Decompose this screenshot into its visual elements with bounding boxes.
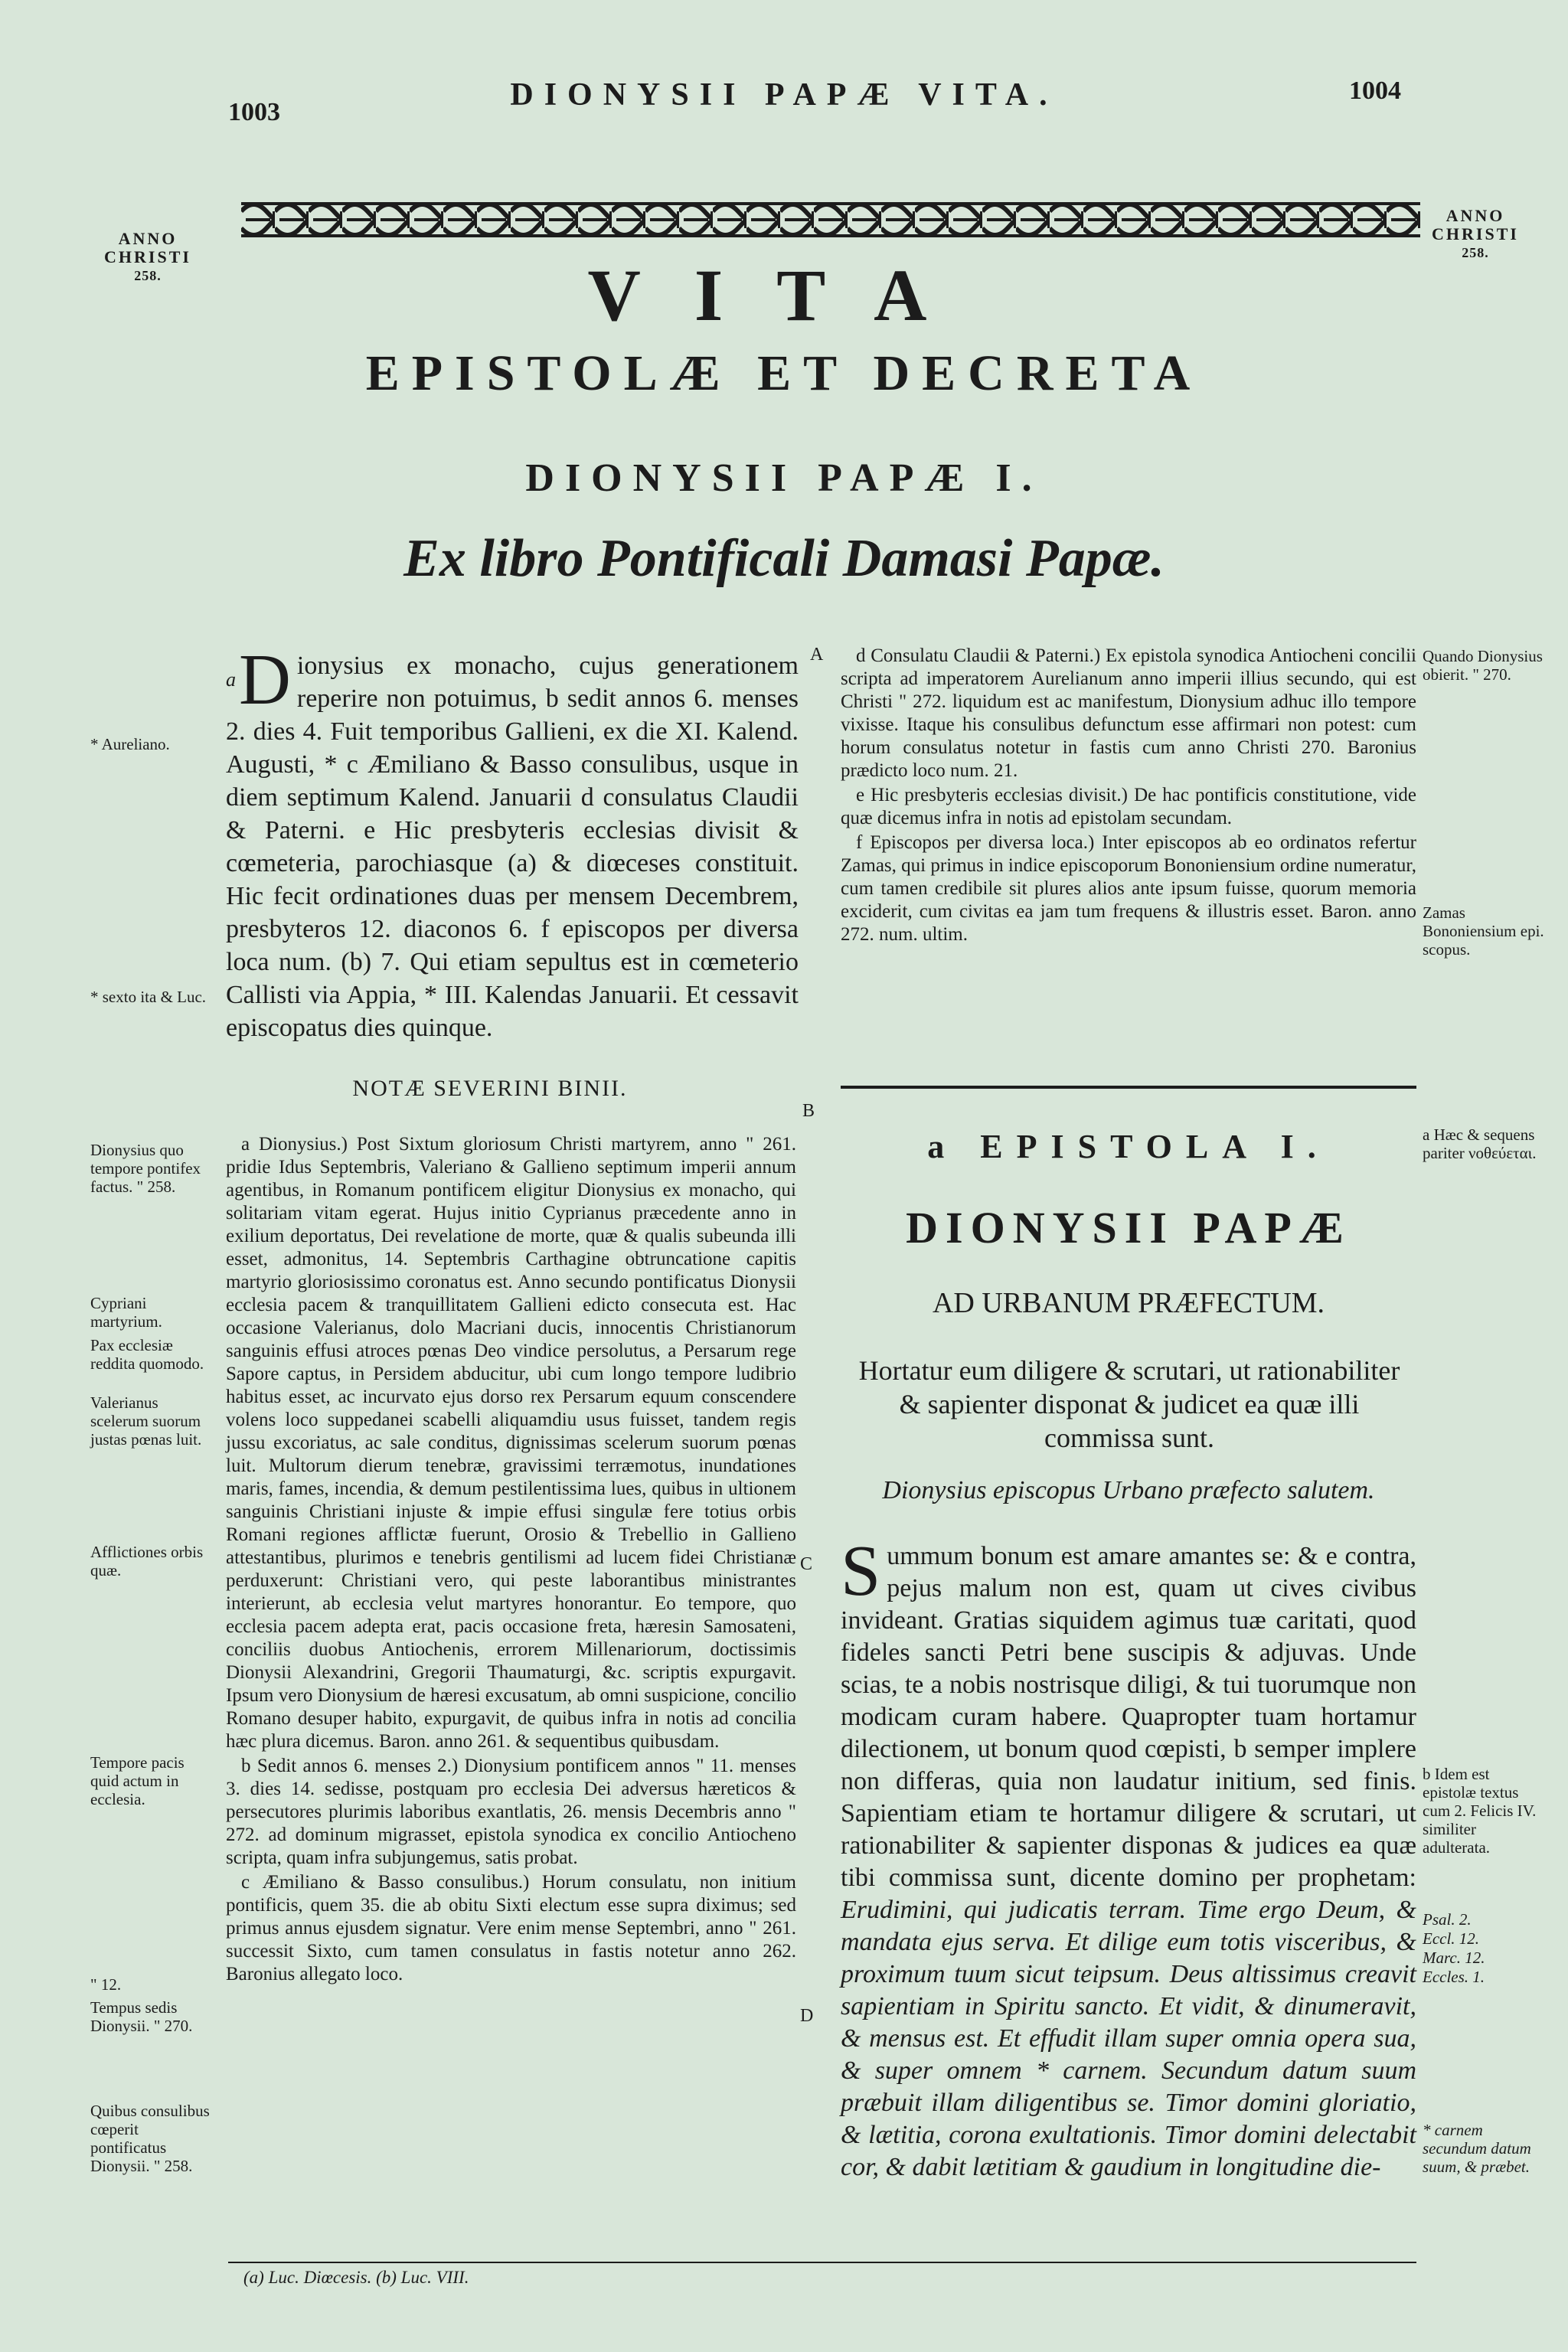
anno-right-christi: CHRISTI: [1432, 224, 1519, 243]
anno-left-christi: CHRISTI: [104, 247, 191, 266]
section-letter-a: A: [810, 645, 824, 665]
epistola-text: ummum bonum est amare amantes se: & e contra, pejus malum non est, quam ut cives civibus invideant. Gratias siquidem agimus tuæ caritati, quod fideles sancti Petri bene suscipis & adjuvas. Unde scias, te a nobis nostrisque diligi, & tui tuorumque non modicam curam habere. Quapropter tuam hortamur dilectionem, ut bonum quod cœpisti, b semper implere non differas, quia non laudatur initium, sed finis. Sapientiam etiam te hortamur diligere & scrutari, ut rationabiliter & sapienter disponas & judices ea quæ tibi commissa sunt, dicente domino per prophetam:: [841, 1542, 1416, 1892]
margin-note-valerianus: Valerianus scelerum suorum justas pœnas luit.: [90, 1393, 202, 1449]
margin-note-tempus-sedis: Tempus sedis Dionysii. " 270.: [90, 1998, 193, 2035]
margin-ref-eccl: Eccl. 12.: [1423, 1929, 1480, 1948]
footnote: (a) Luc. Diœcesis. (b) Luc. VIII.: [243, 2268, 469, 2287]
margin-note-dionysius-quo: Dionysius quo tempore pontifex factus. " 258.: [90, 1141, 201, 1196]
title-vita: VITA: [587, 254, 981, 336]
nota-c: c Æmiliano & Basso consulibus.) Horum consulatu, non initium pontificis, quem 35. die ab obitu Sixti electum esse supra diximus; sed primus annus ejusdem signatur. Vere enim mense Septembri, anno " 261. successit Sixto, cum tamen consulatus in fastis notetur anno 262. Baronius allegato loco.: [226, 1872, 796, 1984]
anno-right-word: ANNO: [1446, 206, 1505, 225]
section-rule: [841, 1086, 1416, 1089]
margin-note-haec: a Hæc & sequens pariter νοθεύεται.: [1423, 1125, 1537, 1162]
margin-note-sexto: * sexto ita & Luc.: [90, 988, 207, 1006]
title-ex-libro: Ex libro Pontificali Damasi Papæ.: [403, 529, 1165, 588]
anno-left-word: ANNO: [118, 229, 178, 248]
vita-text-block: [226, 640, 799, 1044]
margin-note-carnem: * carnem secundum datum suum, & præbet.: [1423, 2121, 1531, 2176]
page-number-left: 1003: [228, 98, 280, 126]
margin-note-afflictiones: Afflictiones orbis quæ.: [90, 1543, 204, 1579]
nota-f: f Episcopos per diversa loca.) Inter episcopos ab eo ordinatos refertur Zamas, qui primus in indice episcoporum Bononiensium ordine numeratur, cum tamen credibile sit plures alios ante ipsum fuisse, quorum memoria exciderit, cum civitas ea jam tum frequens & illustris esset. Baron. anno 272. num. ultim.: [841, 832, 1416, 945]
margin-note-quando: Quando Dionysius obierit. " 270.: [1423, 647, 1543, 684]
margin-note-zamas: Zamas Bononiensium epi. scopus.: [1423, 903, 1544, 959]
epistola-dionysii: DIONYSII PAPÆ: [906, 1203, 1351, 1253]
notae-right-column: [841, 645, 1416, 948]
section-letter-d: D: [800, 2006, 814, 2026]
footnote-rule: [228, 2262, 1416, 2263]
nota-e: e Hic presbyteris ecclesias divisit.) De hac pontificis constitutione, vide quæ dicemus infra in notis ad epistolam secundam.: [841, 785, 1416, 828]
anno-right-year: 258.: [1462, 245, 1489, 260]
margin-ref-eccles: Eccles. 1.: [1423, 1968, 1485, 1986]
epistola-summary: Hortatur eum diligere & scrutari, ut rationabiliter & sapienter disponat & judicet ea quæ illi commissa sunt.: [858, 1355, 1400, 1453]
epistola-quote: Erudimini, qui judicatis terram. Time ergo Deum, & mandata ejus serva. Et dilige eum totis visceribus, & proximum tuum sicut teipsum. Deus altissimus creavit sapientiam in Spiritu sancto. Et vidit, & dinumeravit, & mensus est. Et effudit illam super omnia opera sua, & super omnem * carnem. Secundum datum suum præbuit illam diligentibus se. Timor domini gloriatio, & lætitia, corona exultationis. Timor domini delectabit cor, & dabit lætitiam & gaudium in longitudine die-: [841, 1896, 1416, 2181]
title-epistolae: EPISTOLÆ ET DECRETA: [365, 345, 1203, 401]
epistola-ad-urbanum: AD URBANUM PRÆFECTUM.: [932, 1287, 1325, 1319]
section-letter-b: B: [802, 1101, 815, 1121]
anno-left-year: 258.: [134, 268, 162, 283]
margin-note-pax: Pax ecclesiæ reddita quomodo.: [90, 1336, 204, 1373]
section-letter-c: C: [800, 1554, 813, 1574]
margin-ref-psal: Psal. 2.: [1423, 1910, 1472, 1929]
margin-note-12: " 12.: [90, 1975, 122, 1994]
notae-title: NOTÆ SEVERINI BINII.: [352, 1076, 628, 1101]
epistola-drop-cap: S: [841, 1531, 881, 1611]
margin-note-tempore-pacis: Tempore pacis quid actum in ecclesia.: [90, 1753, 185, 1808]
ornamental-band: [241, 201, 1420, 239]
margin-note-idem: b Idem est epistolæ textus cum 2. Felicis IV. similiter adulterata.: [1423, 1765, 1537, 1857]
nota-a: a Dionysius.) Post Sixtum gloriosum Christi martyrem, anno " 261. pridie Idus Septembris, Valeriano & Gallieno septimum imperii annum agentibus, in Romanum pontificem eligitur Dionysius ex monacho, qui solitariam vitam egerat. Hujus initio Cyprianus præcedente anno in exilium deportatus, Dei revelatione de morte, quæ & qualis subeunda illi esset, admonitus, 14. Septembris Carthagine obtruncatione capitis martyrio gloriosissimo coronatus est. Anno secundo pontificatus Dionysii ecclesia pacem & tranquillitatem Gallieni edicto consecuta est. Hac occasione Valerianus, dolo Macriani ducis, innocentis Christianorum sanguinis effusi atroces pœnas Deo vindice persolutus, a Persarum rege Sapore captus, in Persidem abducitur, ubi cum longo tempore ludibrio habitus esset, ac incurvato ejus dorso rex Persarum equum conscendere volens loco suppedanei scabelli aliquamdiu usus fuisset, tandem regis jussu excoriatus, ac sale conditus, dignissimas scelerum suorum pœnas luit. Multorum dierum tenebræ, gravissimi terræmotus, inundationes maris, fames, incendia, & demum pestilentissima lues, quibus in ultionem sanguinis Christiani injuste & impie effusi singulæ fere totius orbis Romani regiones afflictæ fuerunt, Orosio & Trebellio in Gallieno attestantibus, plurimos e tenebris gentilismi ad lucem fidei Christianæ perduxerunt: Christiani vero, qui peste laborantibus ministrantes interierunt, ab ecclesia velut martyres honorantur. Eo tempore, quo ecclesia pacem adepta erat, pacis occasione freta, hæresin Samosateni, conciliis duobus Antiochenis, errorem Millenariorum, doctissimis Dionysii Alexandrini, Gregorii Thaumaturgi, &c. scriptis expurgavit. Ipsum vero Dionysium de hæresi excusatum, ab omni suspicione, concilio Romano desuper habito, expurgavit, de quibus infra in notis ad concilia hæc plura dicemus. Baron. anno 261. & sequentibus quibusdam.: [226, 1134, 796, 1752]
nota-d: d Consulatu Claudii & Paterni.) Ex epistola synodica Antiocheni concilii scripta ad imperatorem Aurelianum anno imperii illius secundo, qui est Christi " 272. liquidum est ac manifestum, Dionysium adhuc illo tempore vixisse. Itaque his consulibus defunctum esse affirmari non potest: cum horum consulatus notetur in fastis cum anno Christi 270. Baronius prædicto loco num. 21.: [841, 645, 1416, 781]
margin-note-cypriani: Cypriani martyrium.: [90, 1294, 162, 1331]
margin-note-quibus-consulibus: Quibus consulibus cœperit pontificatus Dionysii. " 258.: [90, 2102, 210, 2175]
epistola-text-block: [841, 1531, 1416, 2184]
vita-note-a: a: [226, 668, 236, 691]
margin-ref-marc: Marc. 12.: [1423, 1949, 1485, 1967]
epistola-heading: a EPISTOLA I.: [927, 1128, 1330, 1165]
notae-left-column: [226, 1133, 796, 1988]
nota-b: b Sedit annos 6. menses 2.) Dionysium pontificem annos " 11. menses 3. dies 14. sedisse, postquam pro ecclesia Dei adversus hæreticos & persecutores plurimis laboribus exantlatis, 26. mensis Decembris anno " 272. ad dominum migrasset, epistola synodica ex concilio Antiocheno scripta, quam infra subjungemus, satis probat.: [226, 1756, 796, 1868]
page-number-right: 1004: [1349, 77, 1401, 105]
vita-text: ionysius ex monacho, cujus generationem reperire non potuimus, b sedit annos 6. menses 2. dies 4. Fuit temporibus Gallieni, ex die XI. Kalend. Augusti, * c Æmiliano & Basso consulibus, usque in diem septimum Kalend. Januarii d consulatus Claudii & Paterni. e Hic presbyteris ecclesias divisit & cœmeteria, parochiasque (a) & diœceses constituit. Hic fecit ordinationes duas per mensem Decembrem, presbyteros 12. diaconos 6. f episcopos per diversa loca num. (b) 7. Qui etiam sepultus est in cœmeterio Callisti via Appia, * III. Kalendas Januarii. Et cessavit episcopatus dies quinque.: [226, 652, 799, 1042]
epistola-salute: Dionysius episcopus Urbano præfecto salutem.: [882, 1476, 1375, 1504]
title-dionysii: DIONYSII PAPÆ I.: [525, 456, 1043, 500]
vita-drop-cap: D: [239, 640, 291, 720]
running-title: DIONYSII PAPÆ VITA.: [510, 77, 1058, 113]
margin-note-aureliano: * Aureliano.: [90, 735, 170, 753]
